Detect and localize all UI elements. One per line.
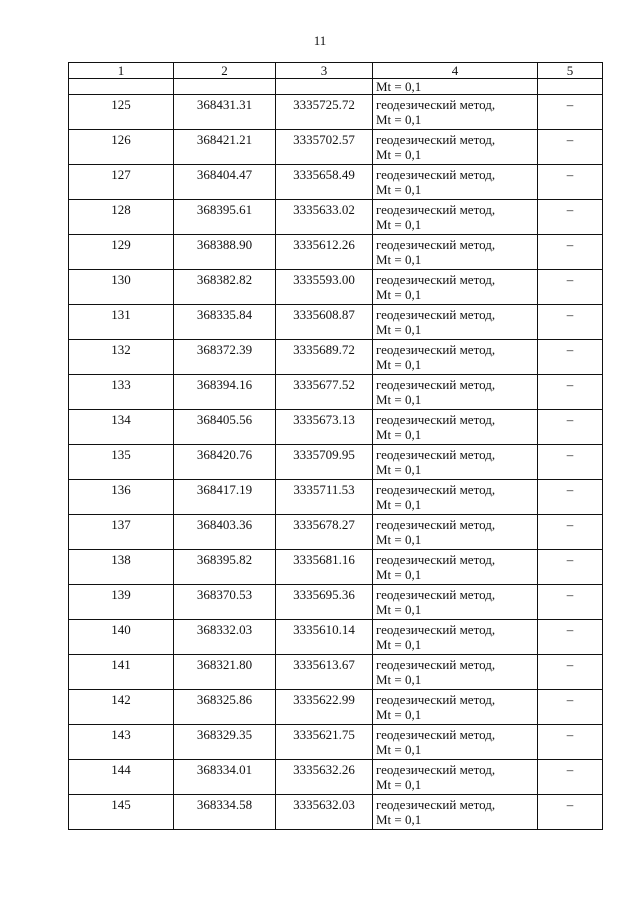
table-row <box>69 620 603 655</box>
header-col-1: 1 <box>69 63 174 79</box>
table-row <box>69 655 603 690</box>
point-number-cell: 141 <box>69 655 174 690</box>
x-coordinate-cell: 368404.47 <box>174 165 276 200</box>
point-number-cell: 138 <box>69 550 174 585</box>
point-number-cell: 131 <box>69 305 174 340</box>
method-text: геодезический метод, <box>376 132 496 147</box>
y-coordinate-cell: 3335632.26 <box>276 760 373 795</box>
column-5-cell: – <box>538 270 603 305</box>
y-coordinate-cell: 3335711.53 <box>276 480 373 515</box>
column-5-cell: – <box>538 130 603 165</box>
column-5-cell: – <box>538 235 603 270</box>
table-row <box>69 165 603 200</box>
column-5-cell: – <box>538 410 603 445</box>
method-cell <box>373 585 538 620</box>
table-row <box>69 760 603 795</box>
method-text: геодезический метод, <box>376 727 496 742</box>
accuracy-text: Mt = 0,1 <box>376 777 422 792</box>
method-text: геодезический метод, <box>376 657 496 672</box>
point-number-cell: 129 <box>69 235 174 270</box>
table-row <box>69 725 603 760</box>
x-coordinate-cell: 368335.84 <box>174 305 276 340</box>
table-row <box>69 445 603 480</box>
point-number-cell: 127 <box>69 165 174 200</box>
cell-empty <box>538 79 603 95</box>
point-number-cell: 142 <box>69 690 174 725</box>
method-cell <box>373 200 538 235</box>
header-col-4: 4 <box>373 63 538 79</box>
table-row <box>69 235 603 270</box>
x-coordinate-cell: 368421.21 <box>174 130 276 165</box>
method-cell <box>373 95 538 130</box>
y-coordinate-cell: 3335613.67 <box>276 655 373 690</box>
method-text: геодезический метод, <box>376 412 496 427</box>
table-row <box>69 305 603 340</box>
point-number-cell: 130 <box>69 270 174 305</box>
column-5-cell: – <box>538 515 603 550</box>
x-coordinate-cell: 368321.80 <box>174 655 276 690</box>
x-coordinate-cell: 368405.56 <box>174 410 276 445</box>
accuracy-text: Mt = 0,1 <box>376 602 422 617</box>
method-text: геодезический метод, <box>376 447 496 462</box>
method-text: геодезический метод, <box>376 307 496 322</box>
column-5-cell: – <box>538 165 603 200</box>
method-text: геодезический метод, <box>376 517 496 532</box>
y-coordinate-cell: 3335608.87 <box>276 305 373 340</box>
accuracy-text: Mt = 0,1 <box>376 707 422 722</box>
method-text: геодезический метод, <box>376 167 496 182</box>
cell-empty <box>174 79 276 95</box>
method-text: геодезический метод, <box>376 482 496 497</box>
method-cell <box>373 130 538 165</box>
x-coordinate-cell: 368420.76 <box>174 445 276 480</box>
method-cell <box>373 725 538 760</box>
x-coordinate-cell: 368431.31 <box>174 95 276 130</box>
column-5-cell: – <box>538 690 603 725</box>
table-row <box>69 130 603 165</box>
table-row <box>69 550 603 585</box>
method-cell <box>373 305 538 340</box>
method-text: геодезический метод, <box>376 202 496 217</box>
y-coordinate-cell: 3335695.36 <box>276 585 373 620</box>
table-header-row <box>69 63 603 79</box>
method-cell <box>373 340 538 375</box>
x-coordinate-cell: 368325.86 <box>174 690 276 725</box>
point-number-cell: 134 <box>69 410 174 445</box>
method-text: геодезический метод, <box>376 587 496 602</box>
method-cell <box>373 690 538 725</box>
column-5-cell: – <box>538 550 603 585</box>
accuracy-text: Mt = 0,1 <box>376 742 422 757</box>
y-coordinate-cell: 3335633.02 <box>276 200 373 235</box>
y-coordinate-cell: 3335702.57 <box>276 130 373 165</box>
point-number-cell: 125 <box>69 95 174 130</box>
column-5-cell: – <box>538 620 603 655</box>
method-cell <box>373 445 538 480</box>
column-5-cell: – <box>538 375 603 410</box>
x-coordinate-cell: 368395.61 <box>174 200 276 235</box>
x-coordinate-cell: 368334.58 <box>174 795 276 830</box>
y-coordinate-cell: 3335622.99 <box>276 690 373 725</box>
column-5-cell: – <box>538 200 603 235</box>
x-coordinate-cell: 368388.90 <box>174 235 276 270</box>
continuation-method-cell: Mt = 0,1 <box>373 79 538 95</box>
column-5-cell: – <box>538 655 603 690</box>
table-row <box>69 375 603 410</box>
point-number-cell: 140 <box>69 620 174 655</box>
accuracy-text: Mt = 0,1 <box>376 252 422 267</box>
x-coordinate-cell: 368395.82 <box>174 550 276 585</box>
point-number-cell: 128 <box>69 200 174 235</box>
y-coordinate-cell: 3335612.26 <box>276 235 373 270</box>
y-coordinate-cell: 3335610.14 <box>276 620 373 655</box>
y-coordinate-cell: 3335658.49 <box>276 165 373 200</box>
x-coordinate-cell: 368417.19 <box>174 480 276 515</box>
y-coordinate-cell: 3335725.72 <box>276 95 373 130</box>
continuation-row <box>69 79 603 95</box>
cell-empty <box>69 79 174 95</box>
method-text: геодезический метод, <box>376 342 496 357</box>
point-number-cell: 137 <box>69 515 174 550</box>
column-5-cell: – <box>538 795 603 830</box>
header-col-2: 2 <box>174 63 276 79</box>
table-row <box>69 270 603 305</box>
point-number-cell: 126 <box>69 130 174 165</box>
accuracy-text: Mt = 0,1 <box>376 287 422 302</box>
page-number: 11 <box>313 33 327 48</box>
x-coordinate-cell: 368403.36 <box>174 515 276 550</box>
accuracy-text: Mt = 0,1 <box>376 567 422 582</box>
method-text: геодезический метод, <box>376 692 496 707</box>
table-row <box>69 690 603 725</box>
method-cell <box>373 760 538 795</box>
table-row <box>69 95 603 130</box>
y-coordinate-cell: 3335689.72 <box>276 340 373 375</box>
method-cell <box>373 235 538 270</box>
column-5-cell: – <box>538 725 603 760</box>
cell-empty <box>276 79 373 95</box>
accuracy-text: Mt = 0,1 <box>376 182 422 197</box>
point-number-cell: 132 <box>69 340 174 375</box>
method-text: геодезический метод, <box>376 552 496 567</box>
method-cell <box>373 165 538 200</box>
x-coordinate-cell: 368370.53 <box>174 585 276 620</box>
accuracy-text: Mt = 0,1 <box>376 147 422 162</box>
table-row <box>69 200 603 235</box>
coordinates-table <box>68 62 603 830</box>
accuracy-text: Mt = 0,1 <box>376 427 422 442</box>
column-5-cell: – <box>538 445 603 480</box>
method-text: геодезический метод, <box>376 97 496 112</box>
method-text: геодезический метод, <box>376 622 496 637</box>
method-text: геодезический метод, <box>376 762 496 777</box>
table-row <box>69 340 603 375</box>
y-coordinate-cell: 3335677.52 <box>276 375 373 410</box>
table-row <box>69 410 603 445</box>
header-col-5: 5 <box>538 63 603 79</box>
column-5-cell: – <box>538 760 603 795</box>
y-coordinate-cell: 3335678.27 <box>276 515 373 550</box>
x-coordinate-cell: 368329.35 <box>174 725 276 760</box>
table-row <box>69 585 603 620</box>
accuracy-text: Mt = 0,1 <box>376 392 422 407</box>
y-coordinate-cell: 3335632.03 <box>276 795 373 830</box>
method-text: геодезический метод, <box>376 272 496 287</box>
method-text: геодезический метод, <box>376 797 496 812</box>
column-5-cell: – <box>538 585 603 620</box>
y-coordinate-cell: 3335681.16 <box>276 550 373 585</box>
x-coordinate-cell: 368372.39 <box>174 340 276 375</box>
point-number-cell: 139 <box>69 585 174 620</box>
point-number-cell: 145 <box>69 795 174 830</box>
accuracy-text: Mt = 0,1 <box>376 497 422 512</box>
method-cell <box>373 550 538 585</box>
point-number-cell: 144 <box>69 760 174 795</box>
accuracy-text: Mt = 0,1 <box>376 672 422 687</box>
x-coordinate-cell: 368394.16 <box>174 375 276 410</box>
table-row <box>69 515 603 550</box>
method-text: геодезический метод, <box>376 237 496 252</box>
method-cell <box>373 795 538 830</box>
method-cell <box>373 375 538 410</box>
table-row <box>69 480 603 515</box>
method-cell <box>373 270 538 305</box>
point-number-cell: 135 <box>69 445 174 480</box>
method-cell <box>373 480 538 515</box>
accuracy-text: Mt = 0,1 <box>376 217 422 232</box>
accuracy-text: Mt = 0,1 <box>376 812 422 827</box>
y-coordinate-cell: 3335709.95 <box>276 445 373 480</box>
column-5-cell: – <box>538 480 603 515</box>
point-number-cell: 133 <box>69 375 174 410</box>
x-coordinate-cell: 368334.01 <box>174 760 276 795</box>
method-cell <box>373 515 538 550</box>
column-5-cell: – <box>538 340 603 375</box>
x-coordinate-cell: 368382.82 <box>174 270 276 305</box>
method-cell <box>373 410 538 445</box>
table-row <box>69 795 603 830</box>
x-coordinate-cell: 368332.03 <box>174 620 276 655</box>
accuracy-text: Mt = 0,1 <box>376 357 422 372</box>
accuracy-text: Mt = 0,1 <box>376 322 422 337</box>
accuracy-text: Mt = 0,1 <box>376 532 422 547</box>
accuracy-text: Mt = 0,1 <box>376 637 422 652</box>
y-coordinate-cell: 3335673.13 <box>276 410 373 445</box>
method-text: геодезический метод, <box>376 377 496 392</box>
point-number-cell: 136 <box>69 480 174 515</box>
accuracy-text: Mt = 0,1 <box>376 462 422 477</box>
y-coordinate-cell: 3335593.00 <box>276 270 373 305</box>
column-5-cell: – <box>538 95 603 130</box>
method-cell <box>373 620 538 655</box>
header-col-3: 3 <box>276 63 373 79</box>
point-number-cell: 143 <box>69 725 174 760</box>
method-cell <box>373 655 538 690</box>
column-5-cell: – <box>538 305 603 340</box>
y-coordinate-cell: 3335621.75 <box>276 725 373 760</box>
accuracy-text: Mt = 0,1 <box>376 112 422 127</box>
